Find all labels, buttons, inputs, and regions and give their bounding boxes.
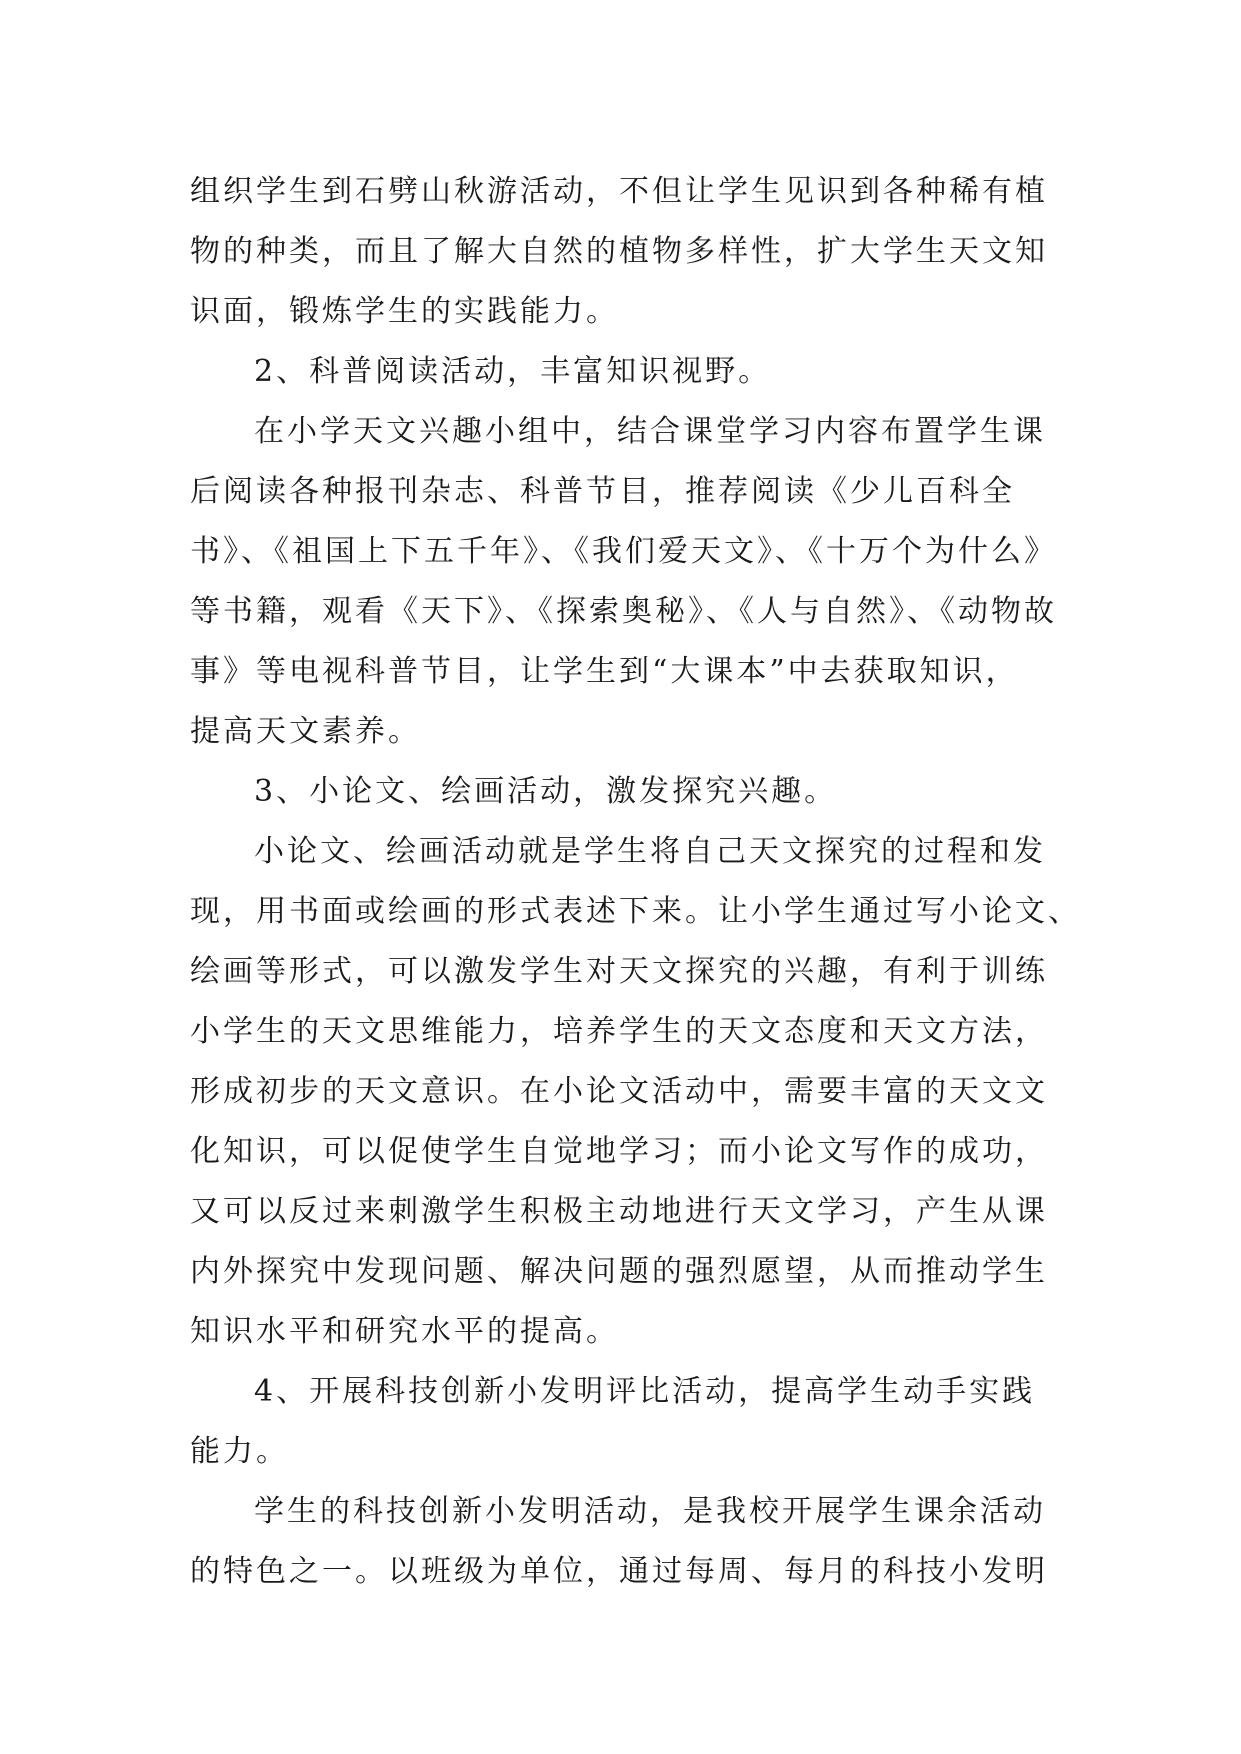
text-line: 提高天文素养。: [190, 714, 421, 749]
body-text: [190, 162, 1081, 1602]
text-line: 又可以反过来刺激学生积极主动地进行天文学习，产生从课: [190, 1194, 1048, 1229]
text-line: 识面，锻炼学生的实践能力。: [190, 294, 619, 329]
text-line: 小学生的天文思维能力，培养学生的天文态度和天文方法，: [190, 1014, 1048, 1049]
section-heading: 3、小论文、绘画活动，激发探究兴趣。: [254, 774, 838, 809]
section-heading: 2、科普阅读活动，丰富知识视野。: [254, 354, 772, 389]
text-line: 内外探究中发现问题、解决问题的强烈愿望，从而推动学生: [190, 1254, 1048, 1289]
text-line: 组织学生到石劈山秋游活动，不但让学生见识到各种稀有植: [190, 174, 1048, 209]
text-line: 等书籍，观看《天下》、《探索奥秘》、《人与自然》、《动物故: [190, 594, 1057, 629]
text-line: 学生的科技创新小发明活动，是我校开展学生课余活动: [254, 1494, 1046, 1529]
section-heading: 4、开展科技创新小发明评比活动，提高学生动手实践: [254, 1374, 1036, 1409]
text-line: 物的种类，而且了解大自然的植物多样性，扩大学生天文知: [190, 234, 1048, 269]
text-line: 的特色之一。以班级为单位，通过每周、每月的科技小发明: [190, 1554, 1048, 1589]
text-line: 化知识，可以促使学生自觉地学习；而小论文写作的成功，: [190, 1134, 1048, 1169]
text-line: 书》、《祖国上下五千年》、《我们爱天文》、《十万个为什么》: [190, 534, 1057, 569]
text-line: 形成初步的天文意识。在小论文活动中，需要丰富的天文文: [190, 1074, 1048, 1109]
text-line: 现，用书面或绘画的形式表述下来。让小学生通过写小论文、: [190, 894, 1081, 929]
text-line: 事》等电视科普节目，让学生到“大课本”中去获取知识，: [190, 654, 1019, 689]
text-line: 能力。: [190, 1434, 289, 1469]
text-line: 绘画等形式，可以激发学生对天文探究的兴趣，有利于训练: [190, 954, 1048, 989]
text-line: 在小学天文兴趣小组中，结合课堂学习内容布置学生课: [254, 414, 1046, 449]
text-line: 小论文、绘画活动就是学生将自己天文探究的过程和发: [254, 834, 1046, 869]
text-line: 后阅读各种报刊杂志、科普节目，推荐阅读《少儿百科全: [190, 474, 1015, 509]
text-line: 知识水平和研究水平的提高。: [190, 1314, 619, 1349]
